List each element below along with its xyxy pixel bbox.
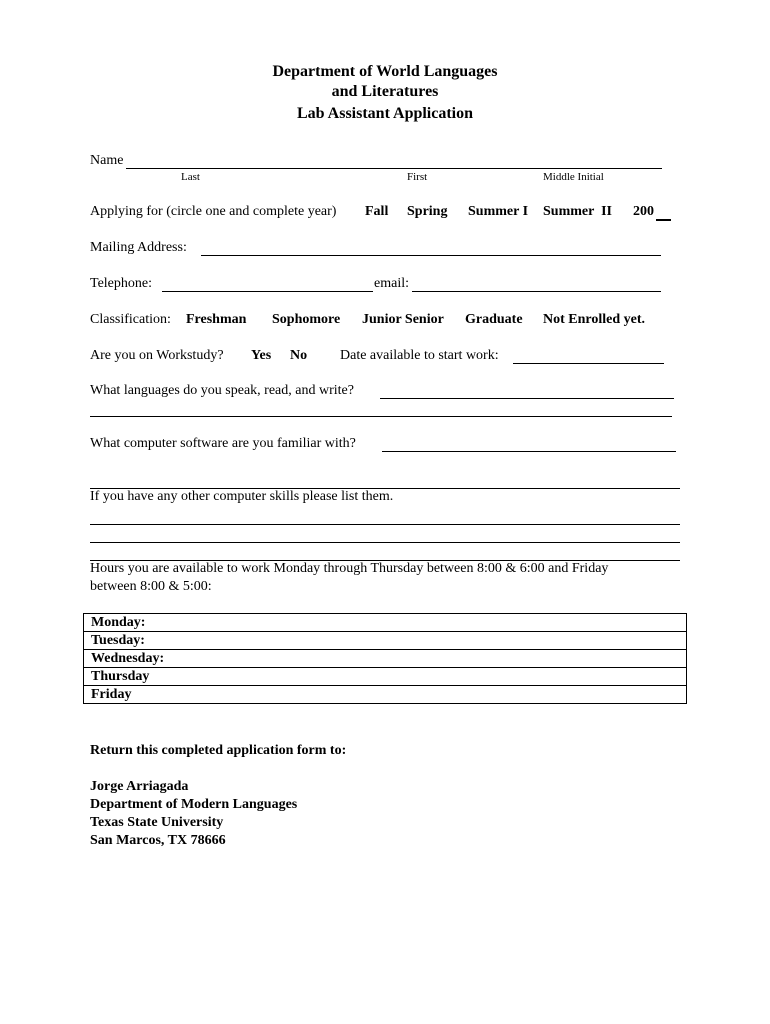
hours-table	[83, 613, 687, 704]
day-label: Friday	[84, 686, 687, 704]
option-yes[interactable]: Yes	[251, 348, 272, 363]
classification-label: Classification:	[90, 312, 171, 327]
option-no[interactable]: No	[290, 348, 308, 363]
title-line-3: Lab Assistant Application	[296, 105, 474, 122]
mailing-label: Mailing Address:	[90, 240, 187, 255]
option-junior-senior[interactable]: Junior Senior	[362, 312, 444, 327]
year-field[interactable]	[656, 219, 671, 221]
software-field[interactable]	[382, 451, 676, 452]
email-label: email:	[374, 276, 409, 291]
return-address-dept: Department of Modern Languages	[90, 797, 298, 812]
languages-field[interactable]	[380, 398, 674, 399]
title-line-1: Department of World Languages	[272, 63, 498, 80]
name-sub-last: Last	[181, 171, 200, 183]
option-summer-2[interactable]: Summer II	[543, 204, 612, 219]
hours-row-wednesday[interactable]	[84, 650, 687, 668]
hours-row-thursday[interactable]	[84, 668, 687, 686]
applying-label: Applying for (circle one and complete year)	[90, 204, 337, 219]
mailing-field[interactable]	[201, 255, 661, 256]
start-date-field[interactable]	[513, 363, 664, 364]
workstudy-label: Are you on Workstudy?	[90, 348, 224, 363]
hours-row-friday[interactable]	[84, 686, 687, 704]
start-date-label: Date available to start work:	[340, 348, 499, 363]
return-address-name: Jorge Arriagada	[90, 779, 189, 794]
option-summer-1[interactable]: Summer I	[468, 204, 529, 219]
option-fall[interactable]: Fall	[365, 204, 389, 219]
other-skills-label: If you have any other computer skills please list them.	[90, 489, 394, 504]
name-field[interactable]	[126, 168, 662, 169]
option-sophomore[interactable]: Sophomore	[272, 312, 341, 327]
option-spring[interactable]: Spring	[407, 204, 448, 219]
option-year[interactable]: 200	[633, 204, 654, 219]
title-line-2: and Literatures	[331, 83, 439, 100]
hours-text-1: Hours you are available to work Monday through Thursday between 8:00 & 6:00 and Friday	[90, 561, 609, 576]
other-skills-field-1[interactable]	[90, 524, 680, 525]
return-address-university: Texas State University	[90, 815, 224, 830]
day-label: Tuesday:	[84, 632, 687, 650]
name-sub-middle: Middle Initial	[543, 171, 604, 183]
option-freshman[interactable]: Freshman	[186, 312, 247, 327]
name-sub-first: First	[407, 171, 428, 183]
option-graduate[interactable]: Graduate	[465, 312, 523, 327]
return-heading: Return this completed application form to:	[90, 743, 347, 758]
return-address-city: San Marcos, TX 78666	[90, 833, 226, 848]
option-not-enrolled[interactable]: Not Enrolled yet.	[543, 312, 646, 327]
software-label: What computer software are you familiar with?	[90, 436, 356, 451]
email-field[interactable]	[412, 291, 661, 292]
hours-row-tuesday[interactable]	[84, 632, 687, 650]
languages-field-2[interactable]	[90, 416, 672, 417]
day-label: Wednesday:	[84, 650, 687, 668]
name-label: Name	[90, 153, 124, 168]
hours-row-monday[interactable]	[84, 614, 687, 632]
day-label: Thursday	[84, 668, 687, 686]
telephone-label: Telephone:	[90, 276, 152, 291]
languages-label: What languages do you speak, read, and write?	[90, 383, 354, 398]
day-label: Monday:	[84, 614, 687, 632]
telephone-field[interactable]	[162, 291, 373, 292]
other-skills-field-2[interactable]	[90, 542, 680, 543]
hours-text-2: between 8:00 & 5:00:	[90, 579, 212, 594]
